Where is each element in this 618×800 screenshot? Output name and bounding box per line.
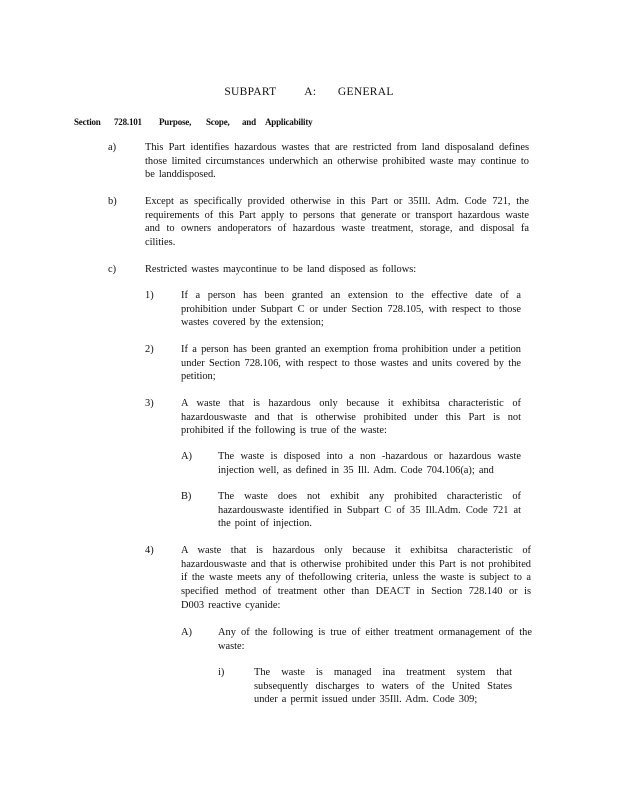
subpart-title: SUBPART A: GENERAL: [224, 86, 394, 98]
section-heading-word: Applicability: [265, 117, 313, 127]
item-text: A waste that is hazardous only because it exhibitsa characteristic of hazardouswaste and that is otherwise prohibited under this Part is not prohibited if the waste meets any of thefollowing criteria, unless the waste is subject to a specified method of treatment other than DEACT in Section 728.140 or is D003 reactive cyanide:: [181, 545, 531, 611]
item-marker: B): [181, 491, 192, 502]
item-text: If a person has been granted an extension to the effective date of a prohibition under Subpart C or under Section 728.105, with respect to those wastes covered by the extension;: [181, 290, 521, 329]
item-text: If a person has been granted an exemption froma prohibition under a petition under Section 728.106, with respect to those wastes and units covered by the petition;: [181, 344, 521, 383]
item-marker: 3): [145, 398, 154, 409]
item-marker: A): [181, 627, 192, 638]
item-text: Restricted wastes maycontinue to be land disposed as follows:: [145, 264, 417, 275]
item-marker: c): [108, 264, 117, 275]
section-label: Section: [74, 117, 101, 127]
item-text: This Part identifies hazardous wastes that are restricted from land disposaland defines those limited circumstances underwhich an otherwise prohibited waste may continue to be landdisposed.: [145, 142, 529, 181]
item-marker: A): [181, 451, 192, 462]
item-marker: 1): [145, 290, 154, 301]
section-heading-word: Scope,: [206, 117, 230, 127]
item-marker: a): [108, 142, 117, 153]
item-text: The waste does not exhibit any prohibited characteristic of hazardouswaste identified in Subpart C of 35 Ill.Adm. Code 721 at the point of injection.: [218, 491, 521, 530]
item-text: A waste that is hazardous only because it exhibitsa characteristic of hazardouswaste and that is otherwise prohibited under this Part is not prohibited if the following is true of the waste:: [181, 398, 521, 437]
item-marker: 2): [145, 344, 154, 355]
item-text: The waste is disposed into a non -hazardous or hazardous waste injection well, as defined in 35 Ill. Adm. Code 704.106(a); and: [218, 451, 521, 476]
section-heading-word: Purpose,: [159, 117, 192, 127]
item-marker: i): [218, 667, 225, 678]
item-text: Any of the following is true of either treatment ormanagement of the waste:: [218, 627, 532, 652]
item-marker: 4): [145, 545, 154, 556]
item-text: The waste is managed ina treatment system that subsequently discharges to waters of the United States under a permit issued under 35Ill. Adm. Code 309;: [254, 667, 512, 706]
section-heading-word: and: [242, 117, 256, 127]
item-text: Except as specifically provided otherwise in this Part or 35Ill. Adm. Code 721, the requirements of this Part apply to persons that generate or transport hazardous waste and to owners andoperators of hazardous waste treatment, storage, and disposal fa cilities.: [145, 196, 529, 249]
item-marker: b): [108, 196, 117, 207]
section-number: 728.101: [114, 117, 142, 127]
